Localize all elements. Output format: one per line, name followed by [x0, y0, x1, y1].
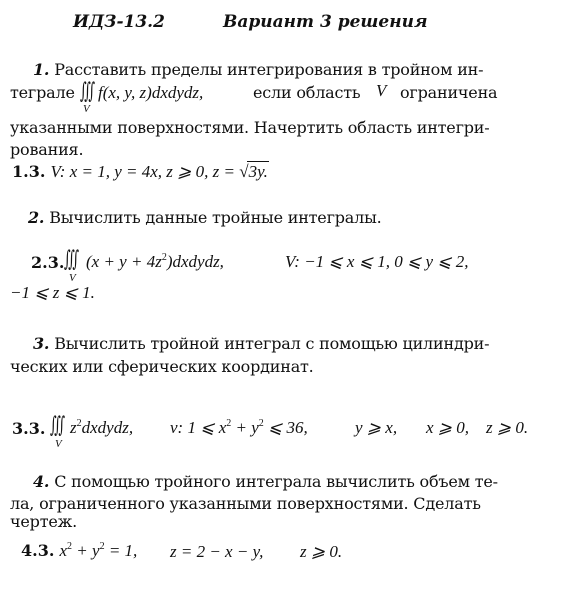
task2-integrand-sup: 2 — [161, 252, 167, 263]
task3-region-sup2: 2 — [258, 418, 264, 429]
task4-line2: ла, ограниченного указанными поверхностями. Сделать — [10, 494, 481, 513]
task4-eq-e: z ⩾ 0. — [300, 542, 343, 561]
sqrt-bar — [247, 161, 269, 162]
task1-sqrt: √ 3y. — [239, 162, 268, 181]
task2-sub-number: 2.3. — [31, 253, 65, 272]
task3-integrand-sup: 2 — [76, 418, 82, 429]
task4-eq-sup1: 2 — [67, 541, 73, 552]
task4-eq-a: x — [59, 541, 68, 560]
task3-integrand-b: dxdydz, — [81, 418, 134, 437]
task1-sub-main: V: x = 1, y = 4x, z ⩾ 0, z = — [50, 162, 240, 181]
task1-integrand: f(x, y, z)dxdydz, — [98, 83, 204, 102]
task4-line3: чертеж. — [10, 512, 78, 531]
task3-region-d: y ⩾ x, — [355, 418, 398, 437]
task4-eq-sup2: 2 — [99, 541, 105, 552]
task4-sub — [21, 541, 137, 561]
task2-integrand — [86, 252, 224, 272]
task1-region-var: V — [376, 81, 387, 100]
task3-line1 — [33, 334, 489, 353]
task3-integrand-a: z — [70, 418, 77, 437]
task3-region-c: ⩽ 36, — [263, 418, 308, 437]
task2-line2: −1 ⩽ z ⩽ 1. — [10, 283, 95, 302]
task1-integral-sub: V — [83, 103, 90, 115]
task1-line2 — [10, 83, 75, 102]
task1-line2-prefix: теграле — [10, 83, 75, 102]
task2-integral-symbol: ∭ — [64, 247, 80, 272]
task3-integral-sub: V — [55, 438, 62, 450]
task3-region-b: + y — [231, 418, 259, 437]
task3-number: 3. — [33, 334, 50, 353]
task3-region-a: v: 1 ⩽ x — [170, 418, 227, 437]
task2-number: 2. — [28, 208, 45, 227]
task3-text-line1: Вычислить тройной интеграл с помощью цилиндри- — [54, 334, 490, 353]
task3-region-sup1: 2 — [226, 418, 232, 429]
task1-sub-root: 3y. — [248, 162, 268, 181]
task3-region — [170, 418, 308, 438]
header-code: ИДЗ-13.2 — [73, 12, 165, 32]
task2-region: V: −1 ⩽ x ⩽ 1, 0 ⩽ y ⩽ 2, — [285, 252, 469, 271]
task1-line1 — [33, 60, 483, 79]
task4-eq-b: + y — [72, 541, 100, 560]
task1-text-line1: Расставить пределы интегрирования в тройном ин- — [54, 60, 484, 79]
task1-integral-symbol: ∭ — [80, 79, 96, 104]
task3-integrand — [70, 418, 133, 438]
task3-sub-number: 3.3. — [12, 419, 46, 438]
task4-line1 — [33, 472, 498, 491]
task3-integral-symbol: ∭ — [50, 413, 66, 438]
task1-sub-number: 1.3. — [12, 162, 46, 181]
task4-sub-number: 4.3. — [21, 541, 55, 560]
task3-line2: ческих или сферических координат. — [10, 357, 314, 376]
task2-integrand-a: (x + y + 4z — [86, 252, 162, 271]
task1-sub — [12, 162, 268, 182]
task3-region-f: z ⩾ 0. — [486, 418, 529, 437]
task1-line2-end: ограничена — [400, 83, 498, 102]
task4-text-line1: С помощью тройного интеграла вычислить объем те- — [54, 472, 498, 491]
task3-region-e: x ⩾ 0, — [426, 418, 470, 437]
task2-integral-sub: V — [69, 272, 76, 284]
task1-line3: указанными поверхностями. Начертить область интегри- — [10, 118, 490, 137]
task2-line1 — [28, 208, 382, 227]
task1-line4: рования. — [10, 140, 84, 159]
header-variant: Вариант 3 решения — [223, 12, 428, 32]
task1-number: 1. — [33, 60, 50, 79]
task1-line2-suffix: если область — [253, 83, 361, 102]
task2-integrand-b: )dxdydz, — [166, 252, 224, 271]
task4-number: 4. — [33, 472, 50, 491]
task4-eq-c: = 1, — [104, 541, 138, 560]
task4-eq-main — [60, 541, 138, 560]
task4-eq-d: z = 2 − x − y, — [170, 542, 264, 561]
task2-text-line1: Вычислить данные тройные интегралы. — [49, 208, 382, 227]
